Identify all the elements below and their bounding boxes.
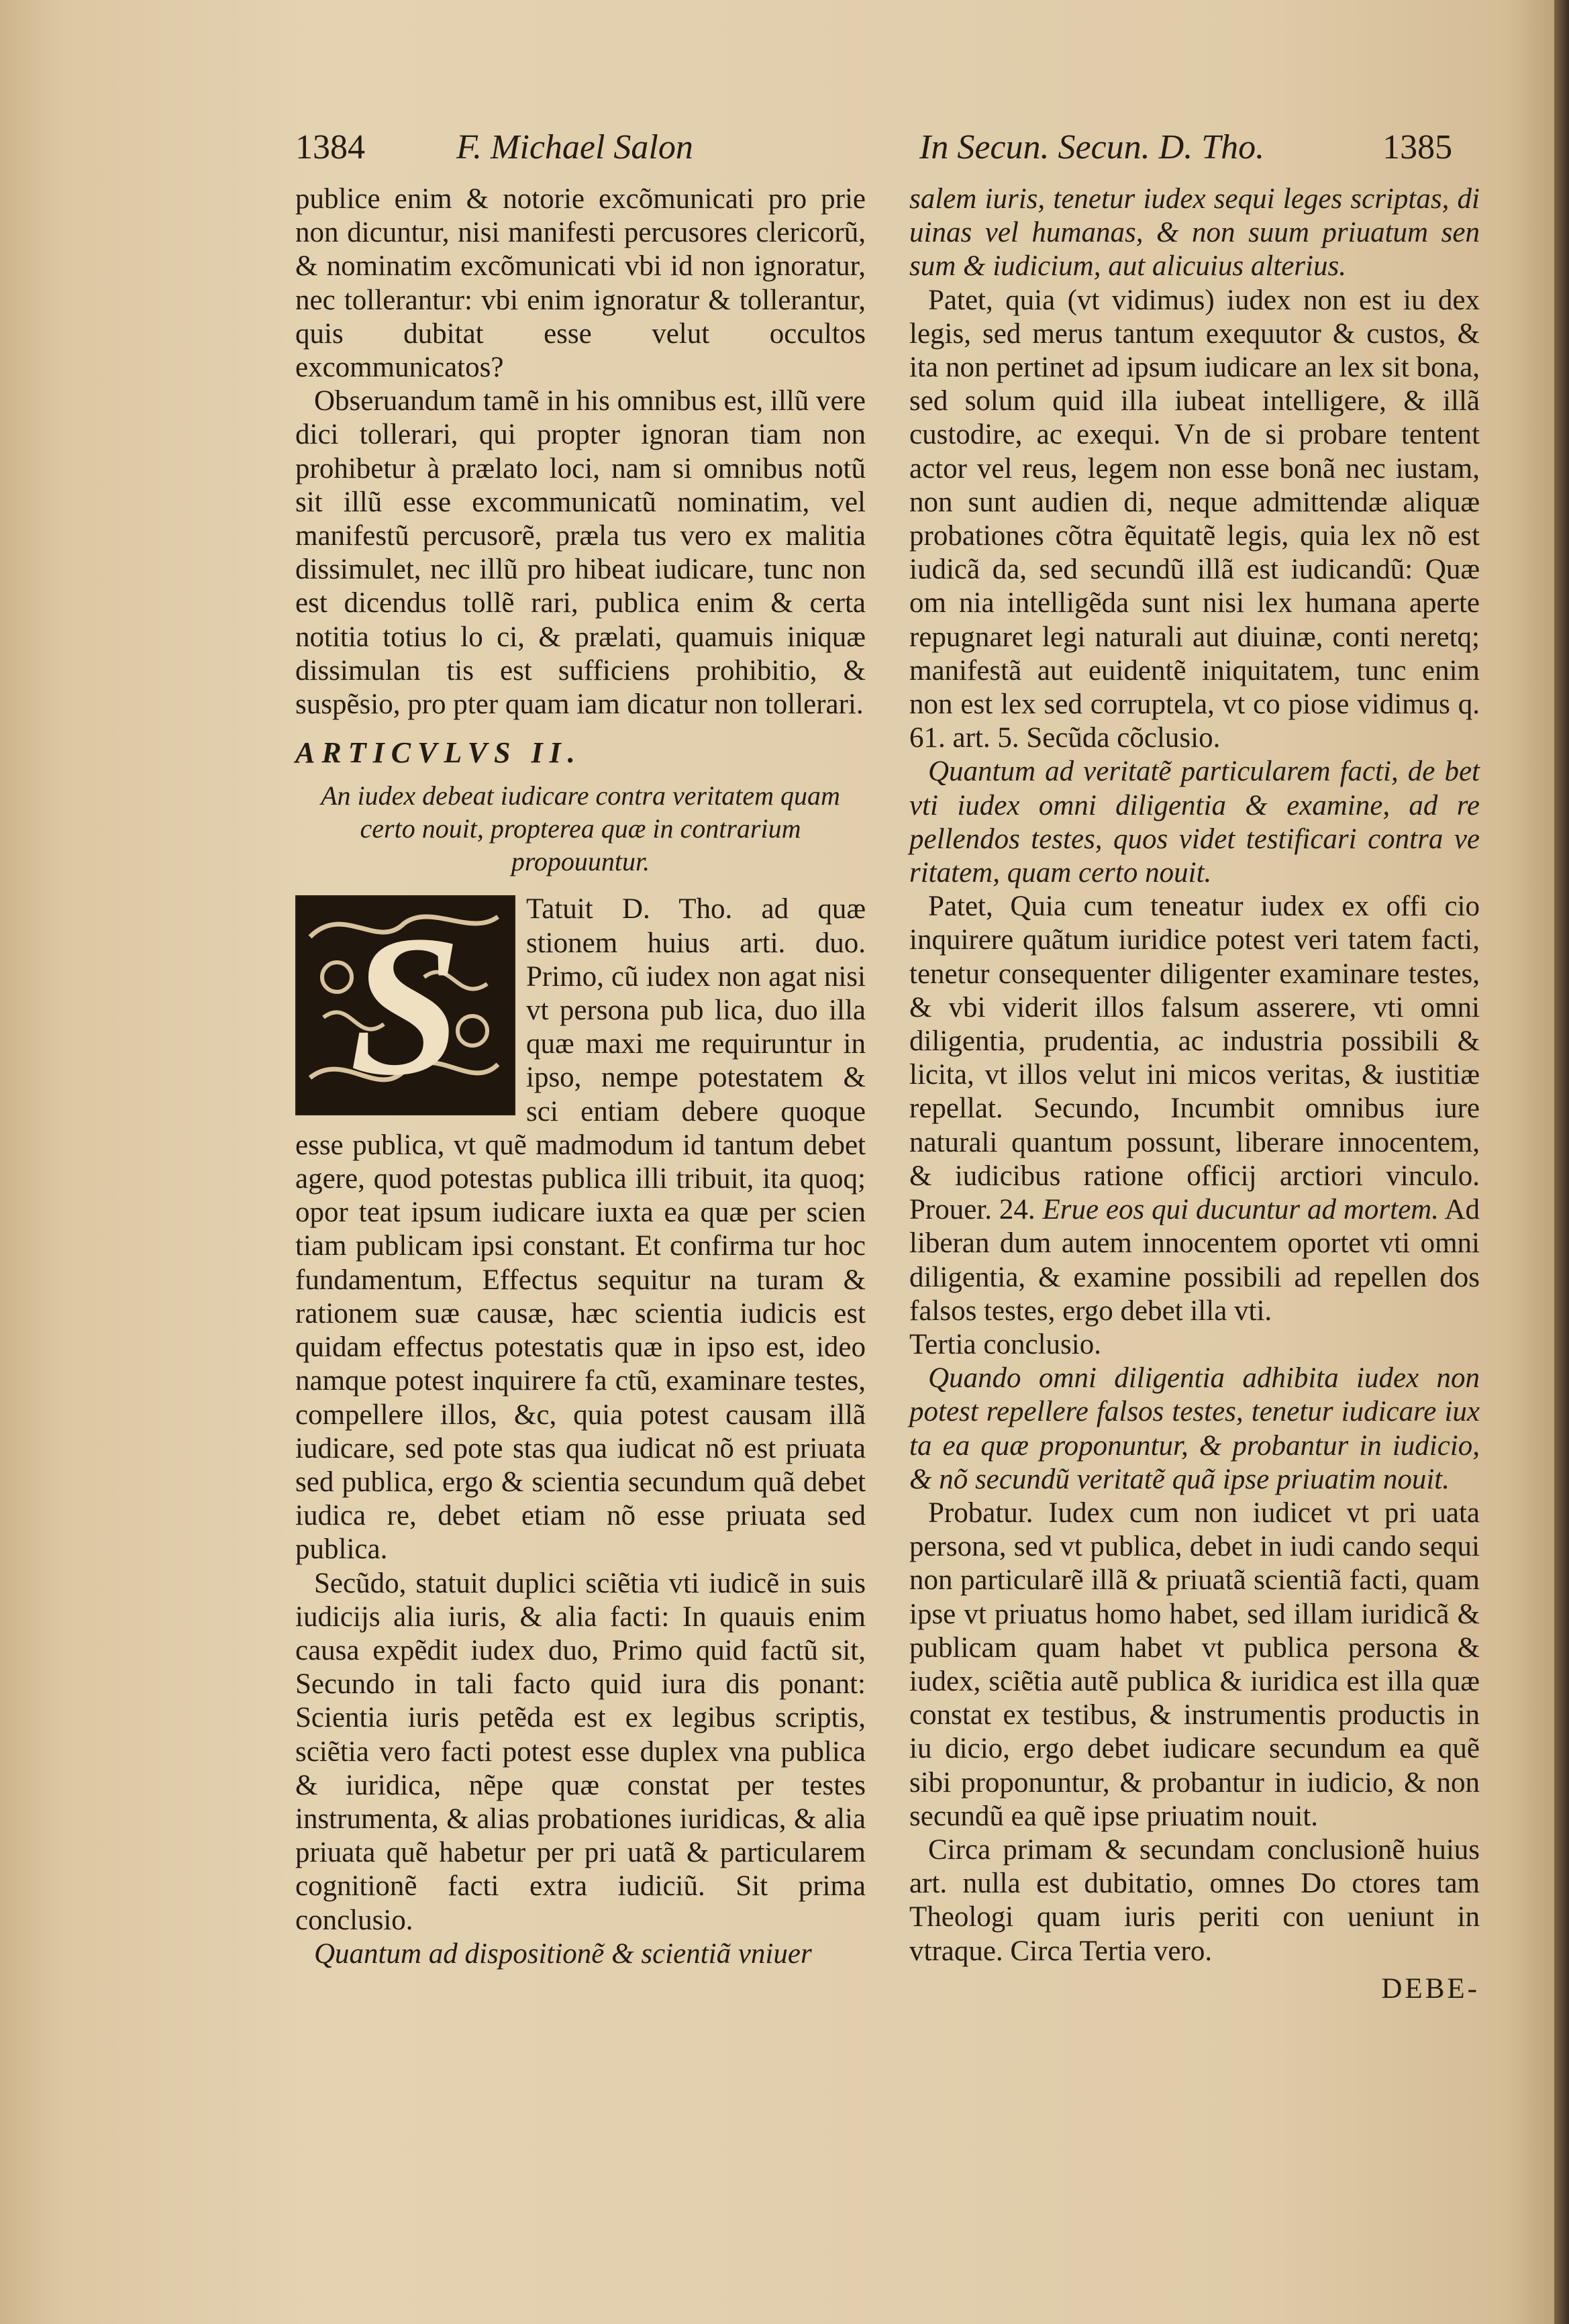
paragraph: Patet, quia (vt vidimus) iudex non est iu dex legis, sed merus tantum exequutor & custos, & ita non pertinet ad ipsum iudicare an lex sit bona, sed solum quid illa iubeat intelligere, & illã custodire, ac exequi. Vn de si probare tentent actor vel reus, legem non esse bonã nec iustam, non sunt audien di, neque admittendæ aliquæ probationes cõtra ẽquitatẽ legis, quia lex nõ est iudicã da, sed secundũ illã est iudicandũ: Quæ om nia intelligẽda sunt nisi lex humana aperte repugnaret legi naturali aut diuinæ, conti neretq; manifestã aut euidentẽ iniquitatem, tunc enim non est lex sed corruptela, vt co piose vidimus q. 61. art. 5. Secũda cõclusio. [909, 284, 1480, 754]
drop-cap-letter: S [349, 895, 462, 1116]
first-paragraph-block [295, 893, 866, 1566]
paragraph-text: Patet, Quia cum teneatur iudex ex offi cio inquirere quãtum iuridice potest veri tatem facti, tenetur consequenter diligenter examinare testes, & vbi viderit illos falsum asserere, vti omni diligentia, prudentia, ac industria possibili & licita, vt illos velut ini micos veritas, & iustitiæ repellat. Secundo, Incumbit omnibus iure naturali quantum possunt, liberare innocentem, & iudicibus ratione officij arctiori vinculo. Prouer. 24. [909, 891, 1480, 1226]
conclusion-label: Tertia conclusio. [909, 1328, 1101, 1360]
paragraph: Tatuit D. Tho. ad quæ stionem huius arti. duo. Primo, cũ iudex non agat nisi vt persona pub lica, duo illa quæ maxi me requiruntur in ipso, nempe potestatem & sci entiam debere quoque esse publica, vt quẽ madmodum id tantum debet agere, quod potestas publica illi tribuit, ita quoq; opor teat ipsum iudicare iuxta ea quæ per scien tiam publicam ipsi constant. Et confirma tur hoc fundamentum, Effectus sequitur na turam & rationem suæ causæ, hæc scientia iudicis est quidam effectus potestatis quæ in ipso est, ideo namque potest inquirere fa ctũ, examinare testes, compellere illos, &c, quia potest causam illã iudicare, sed pote stas qua iudicat nõ est priuata sed publica, ergo & scientia secundum quã debet iudica re, debet etiam nõ esse priuata sed publica. [295, 893, 866, 1566]
paragraph: Obseruandum tamẽ in his omnibus est, illũ vere dici tollerari, qui propter ignoran tiam non prohibetur à prælato loci, nam si omnibus notũ sit illũ esse excommunicatũ nominatim, vel manifestũ percusorẽ, præla tus vero ex malitia dissimulet, nec illũ pro hibeat iudicare, tunc non est dicendus tollẽ rari, publica enim & certa notitia totius lo ci, & prælati, quamuis iniquæ dissimulan tis est sufficiens prohibitio, & suspẽsio, pro pter quam iam dicatur non tollerari. [295, 385, 866, 721]
header-left [295, 128, 693, 167]
paragraph [909, 890, 1480, 1328]
header-right [919, 128, 1452, 167]
paragraph: Secũdo, statuit duplici sciẽtia vti iudicẽ in suis iudicijs alia iuris, & alia facti: In quauis enim causa expẽdit iudex duo, Primo quid factũ sit, Secundo in tali facto quid iura dis ponant: Scientia iuris petẽda est ex legibus scriptis, sciẽtia vero facti potest esse duplex vna publica & iuridica, nẽpe quæ constat per testes instrumenta, & alias probationes iuridicas, & alia priuata quẽ habetur per pri uatã & particularem cognitionẽ facti extra iudiciũ. Sit prima conclusio. [295, 1567, 866, 1936]
article-heading: ARTICVLVS II. [295, 736, 582, 770]
page-number-right: 1385 [1382, 128, 1453, 166]
drop-cap-ornament [295, 895, 515, 1115]
article-question: An iudex debeat iudicare contra veritatem quam certo nouit, propterea quæ in contrarium propouuntur. [321, 780, 840, 877]
running-head-left: F. Michael Salon [456, 128, 693, 166]
paragraph: Circa primam & secundam conclusionẽ huius art. nulla est dubitatio, omnes Do ctores tam Theologi quam iuris periti con ueniunt in vtraque. Circa Tertia vero. [909, 1833, 1480, 1967]
right-column [909, 183, 1480, 2006]
page-edge [1554, 0, 1569, 2324]
paragraph-text: Ad liberan dum autem innocentem oportet vti omni diligentia, & examine possibili ad repellen dos falsos testes, ergo debet illa vti. [909, 1194, 1480, 1327]
running-head-right: In Secun. Secun. D. Tho. [919, 128, 1265, 166]
paragraph: publice enim & notorie excõmunicati pro prie non dicuntur, nisi manifesti percusores clericorũ, & nominatim excõmunicati vbi id non ignoratur, nec tollerantur: vbi enim ignoratur & tollerantur, quis dubitat esse velut occultos excommunicatos? [295, 183, 866, 384]
conclusion-text: Quando omni diligentia adhibita iudex non potest repellere falsos testes, tenetur iudicare iux ta ea quæ proponuntur, & probantur in iudicio, & nõ secundũ veritatẽ quã ipse priuatim nouit. [909, 1362, 1480, 1495]
conclusion-text: Quantum ad veritatẽ particularem facti, de bet vti iudex omni diligentia & examine, ad re pellendos testes, quos videt testificari contra ve ritatem, quam certo nouit. [909, 756, 1480, 889]
scripture-quote: Erue eos qui ducuntur ad mortem. [1042, 1194, 1439, 1226]
page-number-left: 1384 [295, 128, 365, 166]
conclusion-text: Quantum ad dispositionẽ & scientiã vniuer [314, 1937, 812, 1970]
left-column [295, 183, 866, 1971]
catchword: DEBE- [1381, 1972, 1480, 2005]
paragraph: Probatur. Iudex cum non iudicet vt pri uata persona, sed vt publica, debet in iudi cando sequi non particularẽ illã & priuatã scientiã facti, quam ipse vt priuatus homo habet, sed illam iuridicã & publicam quam habet vt publica persona & iudex, sciẽtia autẽ publica & iuridica est illa quæ constat ex testibus, & instrumentis productis in iu dicio, ergo debet iudicare secundum ea quẽ sibi proponuntur, & probantur in iudicio, & non secundũ ea quẽ ipse priuatim nouit. [909, 1497, 1480, 1832]
conclusion-text: salem iuris, tenetur iudex sequi leges scriptas, di uinas vel humanas, & non suum priuatum sen sum & iudicium, aut alicuius alterius. [909, 183, 1480, 283]
